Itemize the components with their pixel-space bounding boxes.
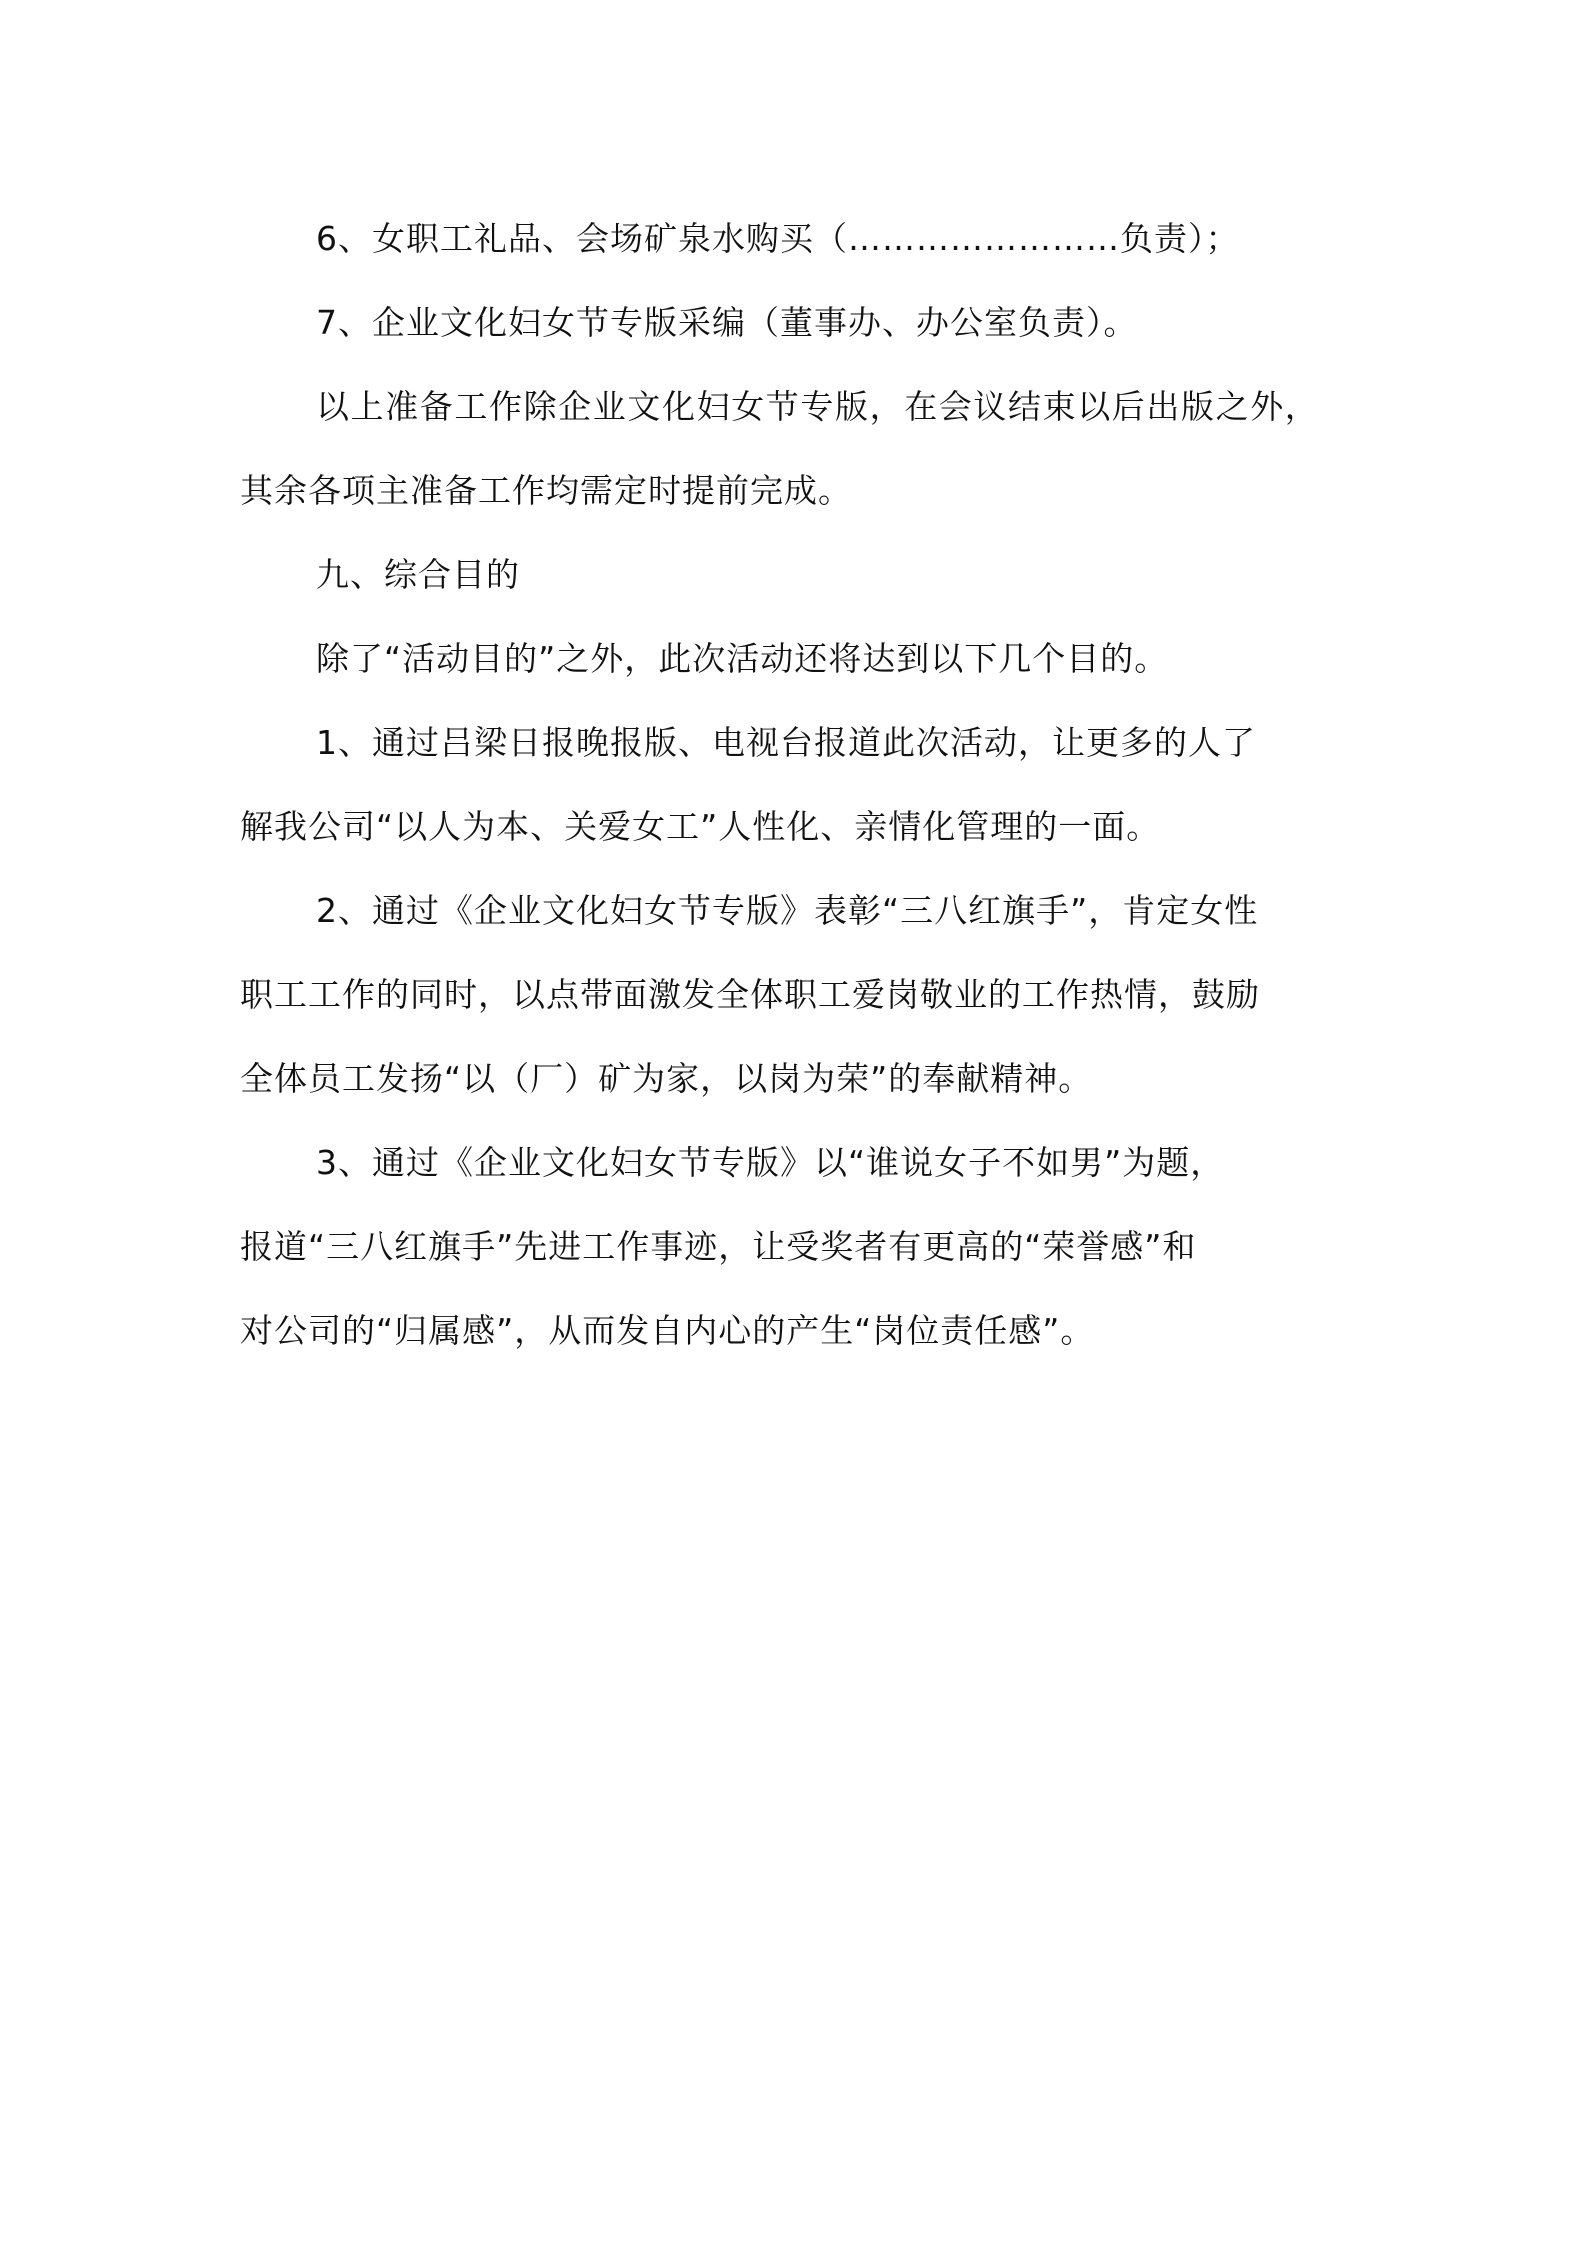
document-body bbox=[240, 197, 1370, 1373]
paragraph-line: 全体员工发扬“以（厂）矿为家，以岗为荣”的奉献精神。 bbox=[240, 1059, 1093, 1098]
list-item-7: 7、企业文化妇女节专版采编（董事办、办公室负责）。 bbox=[316, 303, 1138, 342]
paragraph-line: 报道“三八红旗手”先进工作事迹，让受奖者有更高的“荣誉感”和 bbox=[240, 1227, 1197, 1266]
paragraph-line: 以上准备工作除企业文化妇女节专版，在会议结束以后出版之外， bbox=[316, 387, 1320, 426]
paragraph-line: 3、通过《企业文化妇女节专版》以“谁说女子不如男”为题， bbox=[316, 1143, 1225, 1182]
paragraph-line: 1、通过吕梁日报晚报版、电视台报道此次活动，让更多的人了 bbox=[316, 723, 1256, 762]
paragraph-line: 2、通过《企业文化妇女节专版》表彰“三八红旗手”，肯定女性 bbox=[316, 891, 1259, 930]
paragraph-line: 对公司的“归属感”，从而发自内心的产生“岗位责任感”。 bbox=[240, 1311, 1095, 1350]
paragraph-line: 解我公司“以人为本、关爱女工”人性化、亲情化管理的一面。 bbox=[240, 807, 1161, 846]
list-item-6: 6、女职工礼品、会场矿泉水购买（……………………负责）； bbox=[316, 219, 1240, 258]
paragraph-line: 职工工作的同时，以点带面激发全体职工爱岗敬业的工作热情，鼓励 bbox=[240, 975, 1260, 1014]
paragraph-line: 除了“活动目的”之外，此次活动还将达到以下几个目的。 bbox=[316, 639, 1169, 678]
paragraph-line: 其余各项主准备工作均需定时提前完成。 bbox=[240, 471, 852, 510]
section-heading: 九、综合目的 bbox=[316, 555, 520, 594]
